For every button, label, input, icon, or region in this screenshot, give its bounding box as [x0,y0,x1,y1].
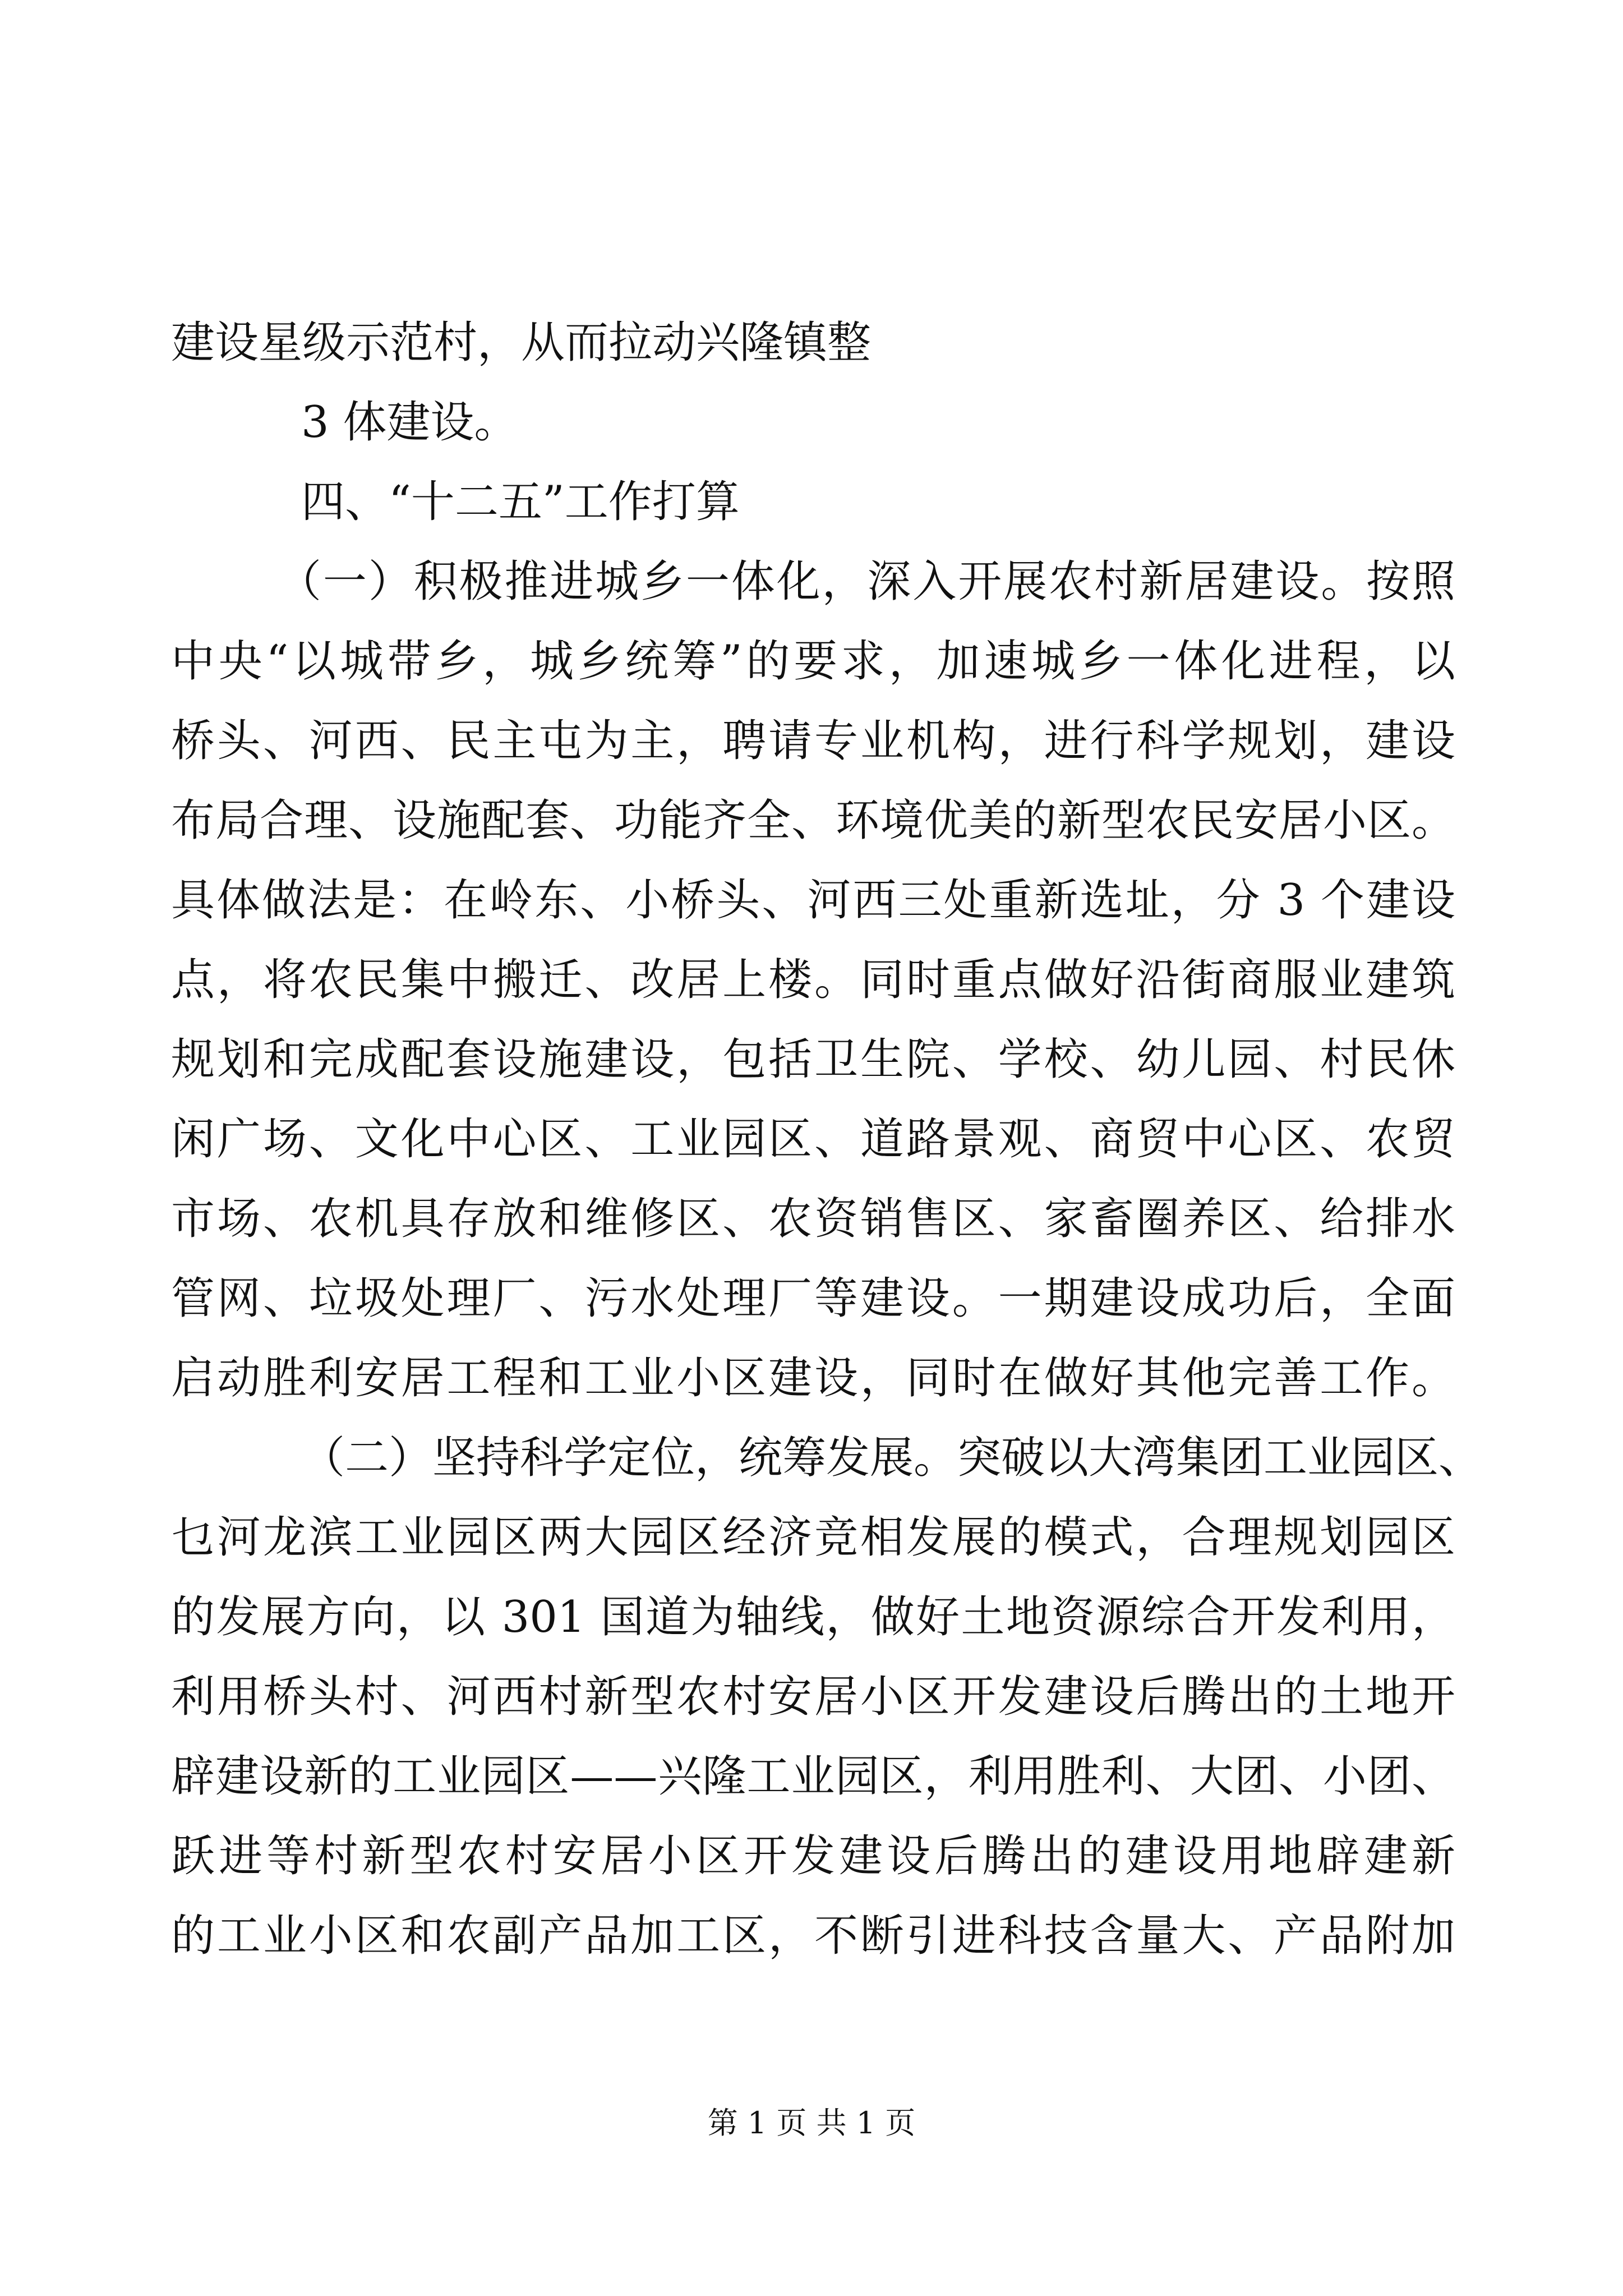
text-line-5: 中央“以城带乡，城乡统筹”的要求，加速城乡一体化进程，以 [171,636,1455,687]
text-line-8: 具体做法是：在岭东、小桥头、河西三处重新选址，分 3 个建设 [171,875,1455,926]
text-line-20: 跃进等村新型农村安居小区开发建设后腾出的建设用地辟建新 [171,1831,1455,1881]
text-line-9: 点，将农民集中搬迁、改居上楼。同时重点做好沿街商服业建筑 [171,955,1455,1005]
text-line-7: 布局合理、设施配套、功能齐全、环境优美的新型农民安居小区。 [171,795,1455,846]
text-line-11: 闲广场、文化中心区、工业园区、道路景观、商贸中心区、农贸 [171,1114,1455,1165]
page-footer: 第 1 页 共 1 页 [707,2105,916,2141]
text-line-14: 启动胜利安居工程和工业小区建设，同时在做好其他完善工作。 [171,1353,1455,1404]
text-line-13: 管网、垃圾处理厂、污水处理厂等建设。一期建设成功后，全面 [171,1273,1455,1324]
text-line-10: 规划和完成配套设施建设，包括卫生院、学校、幼儿园、村民休 [171,1034,1455,1085]
text-line-17: 的发展方向，以 301 国道为轴线，做好土地资源综合开发利用， [171,1592,1455,1642]
section-heading: 四、“十二五”工作打算 [301,477,740,527]
document-body [171,303,1483,1976]
text-line-18: 利用桥头村、河西村新型农村安居小区开发建设后腾出的土地开 [171,1672,1455,1722]
text-line-1: 建设星级示范村，从而拉动兴隆镇整 [171,318,872,368]
text-line-12: 市场、农机具存放和维修区、农资销售区、家畜圈养区、给排水 [171,1194,1455,1244]
text-line-2: 3 体建设。 [301,397,518,448]
text-line-16: 乜河龙滨工业园区两大园区经济竞相发展的模式，合理规划园区 [171,1512,1455,1563]
text-line-21: 的工业小区和农副产品加工区，不断引进科技含量大、产品附加 [171,1911,1455,1961]
text-line-19: 辟建设新的工业园区——兴隆工业园区，利用胜利、大团、小团、 [171,1751,1455,1802]
text-line-6: 桥头、河西、民主屯为主，聘请专业机构，进行科学规划，建设 [171,716,1455,766]
text-line-4: （一）积极推进城乡一体化，深入开展农村新居建设。按照 [278,556,1455,607]
text-line-15: （二）坚持科学定位，统筹发展。突破以大湾集团工业园区、 [301,1433,1483,1483]
